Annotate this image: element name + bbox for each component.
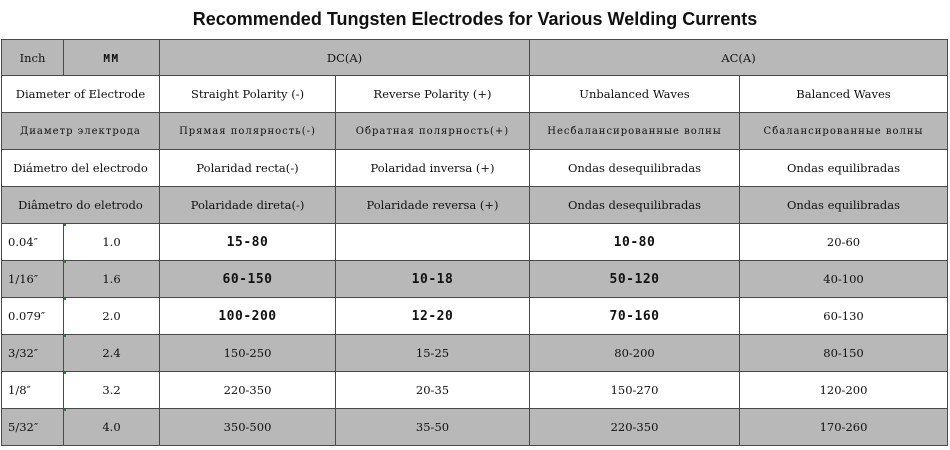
mm-cell: 1.6 [64, 261, 160, 298]
inch-cell: 5/32″ [2, 409, 64, 446]
unbalanced-cell: 150-270 [530, 372, 740, 409]
label-straight-pt: Polaridade direta(-) [160, 187, 336, 224]
label-straight-ru: Прямая полярность(-) [160, 113, 336, 150]
reverse-cell: 15-25 [336, 335, 530, 372]
table-row [2, 409, 948, 446]
mm-cell: 1.0 [64, 224, 160, 261]
balanced-cell: 40-100 [740, 261, 948, 298]
straight-cell: 220-350 [160, 372, 336, 409]
label-straight-en: Straight Polarity (-) [160, 76, 336, 113]
page-title: Recommended Tungsten Electrodes for Various Welding Currents [192, 8, 758, 29]
label-balanced-en: Balanced Waves [740, 76, 948, 113]
label-diameter-en: Diameter of Electrode [2, 76, 160, 113]
balanced-cell: 170-260 [740, 409, 948, 446]
balanced-cell: 80-150 [740, 335, 948, 372]
table-row [2, 335, 948, 372]
table-row [2, 298, 948, 335]
inch-cell: 0.04″ [2, 224, 64, 261]
reverse-cell: 10-18 [336, 261, 530, 298]
straight-cell: 60-150 [160, 261, 336, 298]
unbalanced-cell: 50-120 [530, 261, 740, 298]
straight-cell: 100-200 [160, 298, 336, 335]
label-diameter-ru: Диаметр электрода [2, 113, 160, 150]
mm-cell: 4.0 [64, 409, 160, 446]
header-ac: AC(A) [530, 40, 948, 76]
label-unbalanced-ru: Несбалансированные волны [530, 113, 740, 150]
table-row [2, 224, 948, 261]
label-unbalanced-pt: Ondas desequilibradas [530, 187, 740, 224]
header-inch: Inch [2, 40, 64, 76]
inch-cell: 1/16″ [2, 261, 64, 298]
reverse-cell: 20-35 [336, 372, 530, 409]
balanced-cell: 120-200 [740, 372, 948, 409]
label-reverse-es: Polaridad inversa (+) [336, 150, 530, 187]
unbalanced-cell: 220-350 [530, 409, 740, 446]
label-reverse-en: Reverse Polarity (+) [336, 76, 530, 113]
label-diameter-pt: Diâmetro do eletrodo [2, 187, 160, 224]
straight-cell: 350-500 [160, 409, 336, 446]
header-mm: MM [64, 40, 160, 76]
label-balanced-es: Ondas equilibradas [740, 150, 948, 187]
header-dc: DC(A) [160, 40, 530, 76]
label-unbalanced-es: Ondas desequilibradas [530, 150, 740, 187]
inch-cell: 3/32″ [2, 335, 64, 372]
straight-cell: 15-80 [160, 224, 336, 261]
balanced-cell: 20-60 [740, 224, 948, 261]
straight-cell: 150-250 [160, 335, 336, 372]
unbalanced-cell: 70-160 [530, 298, 740, 335]
balanced-cell: 60-130 [740, 298, 948, 335]
label-diameter-es: Diámetro del electrodo [2, 150, 160, 187]
reverse-cell: 35-50 [336, 409, 530, 446]
reverse-cell: 12-20 [336, 298, 530, 335]
label-reverse-ru: Обратная полярность(+) [336, 113, 530, 150]
electrode-table [1, 39, 948, 446]
table-row [2, 372, 948, 409]
mm-cell: 2.4 [64, 335, 160, 372]
unbalanced-cell: 80-200 [530, 335, 740, 372]
label-reverse-pt: Polaridade reversa (+) [336, 187, 530, 224]
reverse-cell [336, 224, 530, 261]
inch-cell: 1/8″ [2, 372, 64, 409]
label-straight-es: Polaridad recta(-) [160, 150, 336, 187]
unbalanced-cell: 10-80 [530, 224, 740, 261]
inch-cell: 0.079″ [2, 298, 64, 335]
mm-cell: 2.0 [64, 298, 160, 335]
mm-cell: 3.2 [64, 372, 160, 409]
label-unbalanced-en: Unbalanced Waves [530, 76, 740, 113]
table-row [2, 261, 948, 298]
label-balanced-pt: Ondas equilibradas [740, 187, 948, 224]
label-balanced-ru: Сбалансированные волны [740, 113, 948, 150]
